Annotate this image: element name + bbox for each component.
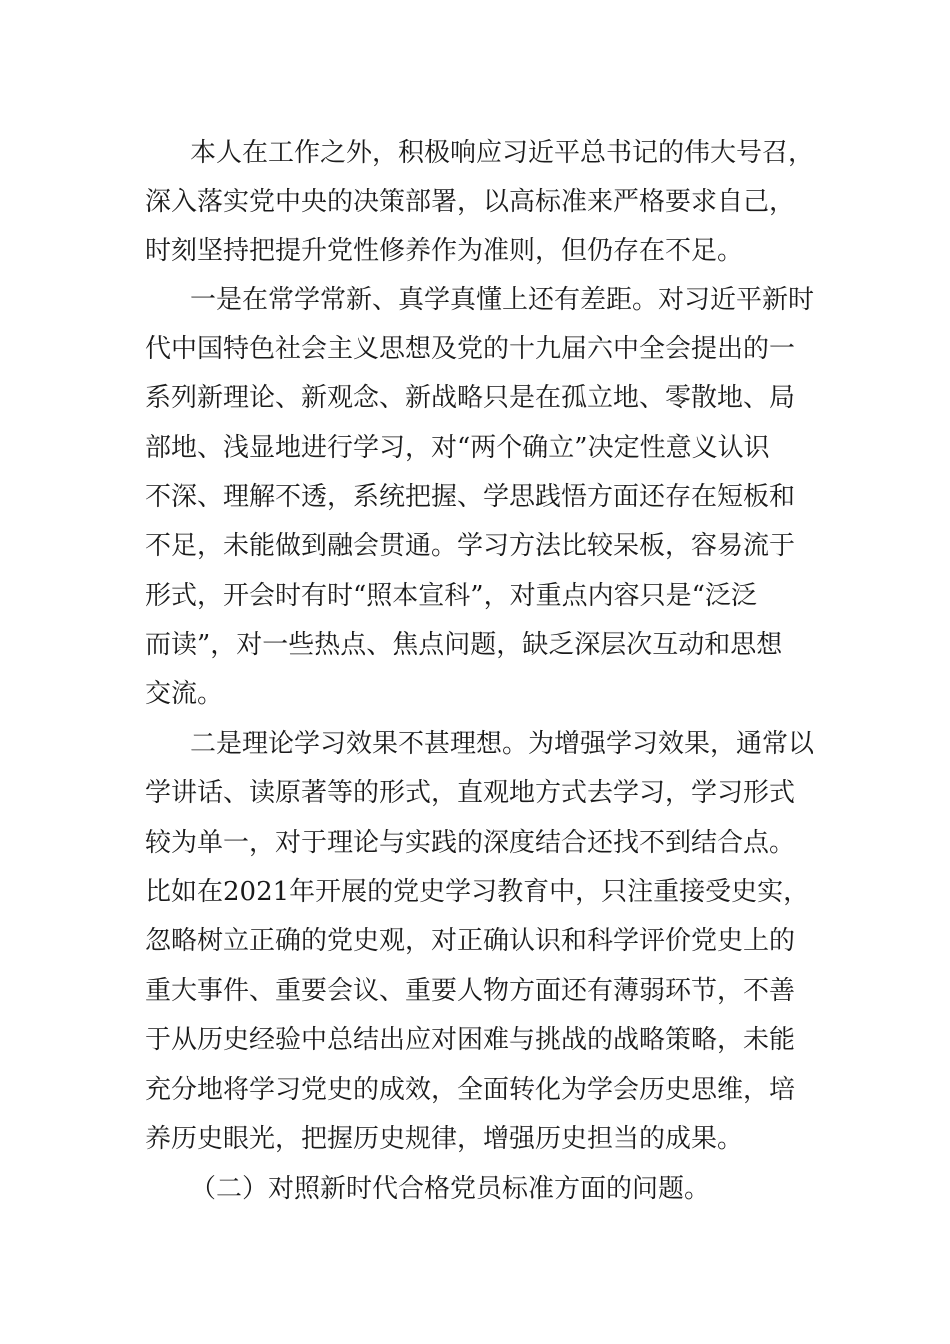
paragraph-2-line-7: 形式，开会时有时“照本宣科”，对重点内容只是“泛泛	[145, 581, 757, 611]
paragraph-3-line-4: 比如在2021年开展的党史学习教育中，只注重接受史实，	[145, 877, 810, 907]
paragraph-2-line-5: 不深、理解不透，系统把握、学思践悟方面还存在短板和	[145, 482, 796, 512]
paragraph-2-line-6: 不足，未能做到融会贯通。学习方法比较呆板，容易流于	[145, 531, 796, 561]
section-heading: （二）对照新时代合格党员标准方面的问题。	[190, 1174, 711, 1204]
paragraph-2-line-9: 交流。	[145, 679, 224, 709]
paragraph-3-line-5: 忽略树立正确的党史观，对正确认识和科学评价党史上的	[145, 926, 796, 956]
paragraph-3-line-1: 二是理论学习效果不甚理想。为增强学习效果，通常以	[190, 729, 815, 759]
paragraph-2-line-4: 部地、浅显地进行学习，对“两个确立”决定性意义认识	[145, 433, 770, 463]
paragraph-2-line-3: 系列新理论、新观念、新战略只是在孤立地、零散地、局	[145, 383, 796, 413]
paragraph-3-line-8: 充分地将学习党史的成效，全面转化为学会历史思维，培	[145, 1075, 796, 1105]
paragraph-1-line-1: 本人在工作之外，积极响应习近平总书记的伟大号召，	[190, 138, 815, 168]
paragraph-3-line-7: 于从历史经验中总结出应对困难与挑战的战略策略，未能	[145, 1025, 796, 1055]
paragraph-2-line-1: 一是在常学常新、真学真懂上还有差距。对习近平新时	[190, 285, 815, 315]
paragraph-3-line-9: 养历史眼光，把握历史规律，增强历史担当的成果。	[145, 1124, 744, 1154]
paragraph-2-line-8: 而读”，对一些热点、焦点问题，缺乏深层次互动和思想	[145, 630, 783, 660]
paragraph-3-line-6: 重大事件、重要会议、重要人物方面还有薄弱环节，不善	[145, 976, 796, 1006]
paragraph-3-line-3: 较为单一，对于理论与实践的深度结合还找不到结合点。	[145, 828, 796, 858]
paragraph-1-line-2: 深入落实党中央的决策部署，以高标准来严格要求自己，	[145, 187, 796, 217]
paragraph-3-line-2: 学讲话、读原著等的形式，直观地方式去学习，学习形式	[145, 778, 796, 808]
paragraph-1-line-3: 时刻坚持把提升党性修养作为准则，但仍存在不足。	[145, 236, 744, 266]
paragraph-2-line-2: 代中国特色社会主义思想及党的十九届六中全会提出的一	[145, 334, 796, 364]
